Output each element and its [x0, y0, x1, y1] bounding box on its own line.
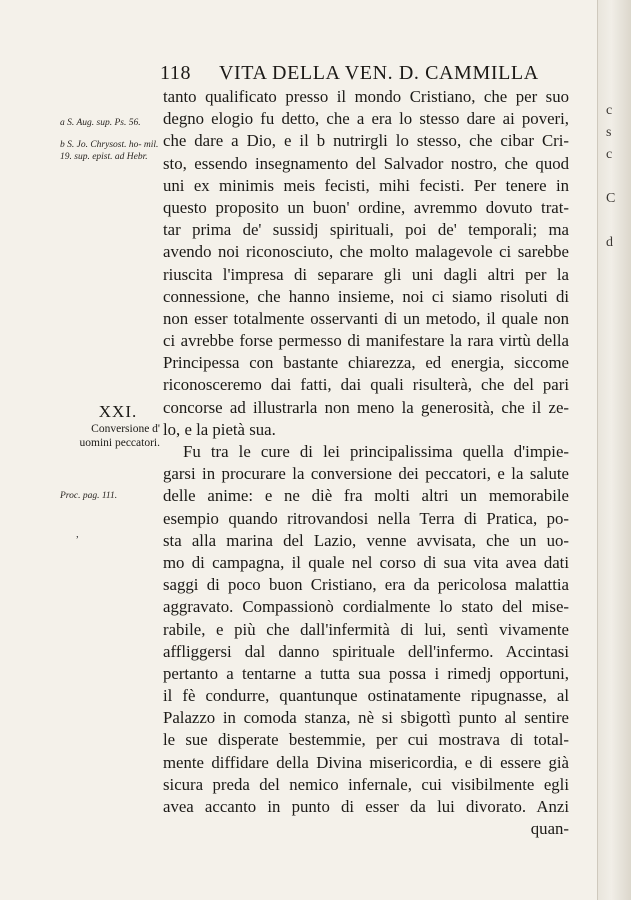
- text-line: aggravato. Compassionò cordialmente lo stato del mise-: [163, 597, 569, 617]
- text-line: esempio quando ritrovandosi nella Terra di Pratica, po-: [163, 508, 569, 528]
- text-line: avendo noi riconosciuto, che molto malagevole ci sarebbe: [163, 242, 569, 262]
- page-header: [160, 62, 580, 84]
- text-line: Principessa con bastante chiarezza, ed energia, siccome: [163, 353, 569, 373]
- text-line: lo, e la pietà sua.: [163, 419, 276, 439]
- text-line: tanto qualificato presso il mondo Cristiano, che per suo: [163, 87, 569, 106]
- text-line: mente diffidare della Divina misericordia, e di essere già: [163, 752, 569, 772]
- edge-glyph: c: [606, 147, 613, 162]
- text-line: tar prima de' sussidj spirituali, poi de' temporali; ma: [163, 220, 569, 240]
- edge-glyph: c: [606, 103, 613, 118]
- text-line: concorse ad illustrarla non meno la generosità, che il ze-: [163, 397, 569, 417]
- text-line: avea accanto in punto di esser da lui divorato. Anzi: [163, 797, 569, 816]
- section-number: XXI.: [98, 402, 138, 421]
- section-title-line: Conversione d': [91, 423, 160, 435]
- ink-mark: ,: [76, 528, 79, 540]
- text-line: Fu tra le cure di lei principalissima quella d'impie-: [183, 442, 569, 461]
- text-line: riconosceremo dai fatti, dai quali risulterà, che del pari: [163, 375, 569, 395]
- edge-glyph: C: [606, 191, 616, 206]
- text-line: sta alla marina del Lazio, venne avvisata, che un uo-: [163, 530, 569, 550]
- edge-glyph: s: [606, 125, 612, 140]
- text-line: delle anime: e ne diè fra molti altri un memorabile: [163, 486, 569, 506]
- text-line: che dare a Dio, e il b nutrirgli lo stesso, che cibar Cri-: [163, 131, 569, 151]
- text-line: le sue disperate bestemmie, per cui mostrava di total-: [163, 730, 569, 750]
- next-page-edge: [597, 0, 631, 900]
- text-line: non esser totalmente osservanti di un metodo, il quale non: [163, 308, 569, 328]
- text-line: rabile, e più che dall'infermità di lui, sentì vivamente: [163, 619, 569, 639]
- text-line: sto, essendo insegnamento del Salvador nostro, che quod: [163, 153, 569, 173]
- catchword: quan-: [530, 819, 569, 839]
- text-line: saggi di poco buon Cristiano, era da pericolosa malattia: [163, 575, 569, 595]
- text-line: il fè condurre, quantunque ostinatamente ripugnasse, al: [163, 686, 569, 706]
- running-head: VITA DELLA VEN. D. CAMMILLA: [219, 62, 539, 84]
- body-text: [163, 86, 569, 840]
- text-line: mo di campagna, il quale nel corso di sua vita avea dati: [163, 552, 569, 572]
- margin-note-a: a S. Aug. sup. Ps. 56.: [60, 118, 141, 128]
- text-line: pertanto a tentarne a tutta sua possa i rimedj opportuni,: [163, 663, 569, 683]
- text-line: ci avrebbe forse permesso di manifestare la rara virtù della: [163, 331, 569, 351]
- text-line: questo proposito un buon' ordine, avremmo dovuto trat-: [163, 197, 569, 217]
- section-sidenote: [60, 402, 160, 450]
- text-line: connessione, che hanno insieme, noi ci siamo risoluti di: [163, 286, 569, 306]
- section-title-line: uomini peccatori.: [79, 437, 160, 449]
- text-line: Palazzo in comoda stanza, nè si sbigottì punto al sentire: [163, 708, 569, 728]
- margin-reference: Proc. pag. 111.: [60, 491, 118, 501]
- page-number: 118: [160, 62, 192, 84]
- text-line: riuscita l'impresa di separare gli uni dagli altri per la: [163, 264, 569, 284]
- margin-note-b: b S. Jo. Chrysost. ho- mil. 19. sup. epist. ad Hebr.: [60, 140, 159, 162]
- edge-glyph: d: [606, 235, 613, 250]
- text-line: sicura preda del nemico infernale, cui visibilmente egli: [163, 774, 569, 794]
- text-line: degno elogio fu detto, che a era lo stesso dare ai poveri,: [163, 109, 569, 129]
- text-line: affliggersi dal danno spirituale dell'infermo. Accintasi: [163, 641, 569, 661]
- text-line: garsi in procurare la conversione dei peccatori, e la salute: [163, 464, 569, 484]
- text-line: uni ex minimis meis fecisti, mihi fecisti. Per tenere in: [163, 175, 569, 195]
